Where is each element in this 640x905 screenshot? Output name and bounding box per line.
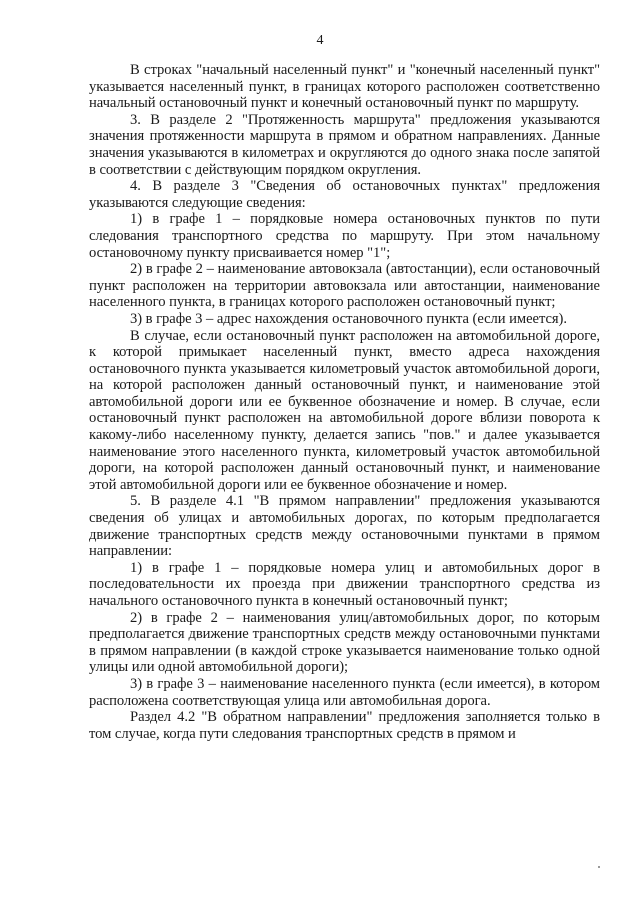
document-body — [89, 62, 600, 742]
list-item-section-3-col-3: 3) в графе 3 – адрес нахождения остановочного пункта (если имеется). — [130, 310, 567, 327]
paragraph-section-4-1: 5. В разделе 4.1 "В прямом направлении" предложения указываются сведения об улицах и автомобильных дорогах, по которым предполагается движение транспортных средств между остановочными пунктами в прямом направлении: — [89, 493, 600, 560]
page-number: 4 — [316, 33, 324, 48]
paragraph-section-4-2: Раздел 4.2 "В обратном направлении" предложения заполняется только в том случае, когда пути следования транспортных средств в прямом и — [89, 709, 600, 742]
paragraph-route-points: В строках "начальный населенный пункт" и "конечный населенный пункт" указывается населенный пункт, в границах которого расположен соответственно начальный остановочный пункт и конечный остановочный пункт по маршруту. — [89, 62, 600, 112]
list-item-section-3-col-1: 1) в графе 1 – порядковые номера остановочных пунктов по пути следования транспортного средства по маршруту. При этом начальному остановочному пункту присваивается номер "1"; — [89, 211, 600, 261]
list-item-section-4-1-col-3: 3) в графе 3 – наименование населенного пункта (если имеется), в котором расположена соответствующая улица или автомобильная дорога. — [89, 675, 600, 709]
list-item-section-4-1-col-1: 1) в графе 1 – порядковые номера улиц и автомобильных дорог в последовательности их проезда при движении транспортного средства из начального остановочного пункта в конечный остановочный пункт; — [89, 559, 600, 609]
paragraph-highway-stops: В случае, если остановочный пункт расположен на автомобильной дороге, к которой примыкает населенный пункт, вместо адреса нахождения остановочного пункта указывается километровый участок автомобильной дороги, на которой расположен данный остановочный пункт, и наименование этой автомобильной дороги или ее буквенное обозначение и номер. В случае, если остановочный пункт расположен на автомобильной дороге вблизи поворота к какому-либо населенному пункту, делается запись "пов." и далее указывается наименование этого населенного пункта, километровый участок автомобильной дороги, на которой расположен данный остановочный пункт, и наименование этой автомобильной дороги или ее буквенное обозначение и номер. — [89, 327, 600, 493]
list-item-section-3-col-2: 2) в графе 2 – наименование автовокзала (автостанции), если остановочный пункт расположен на территории автовокзала или автостанции, наименование населенного пункта, в границах которого расположен остановочный пункт; — [89, 261, 600, 311]
paragraph-section-3: 4. В разделе 3 "Сведения об остановочных пунктах" предложения указываются следующие сведения: — [89, 178, 600, 211]
scan-speck — [598, 866, 600, 868]
paragraph-section-2: 3. В разделе 2 "Протяженность маршрута" предложения указываются значения протяженности маршрута в прямом и обратном направлениях. Данные значения указываются в километрах и округляются до одного знака после запятой в соответствии с действующим порядком округления. — [89, 111, 600, 178]
list-item-section-4-1-col-2: 2) в графе 2 – наименования улиц/автомобильных дорог, по которым предполагается движение транспортных средств между остановочными пунктами в прямом направлении (в каждой строке указывается наименование только одной улицы или одной автомобильной дороги); — [89, 609, 600, 676]
